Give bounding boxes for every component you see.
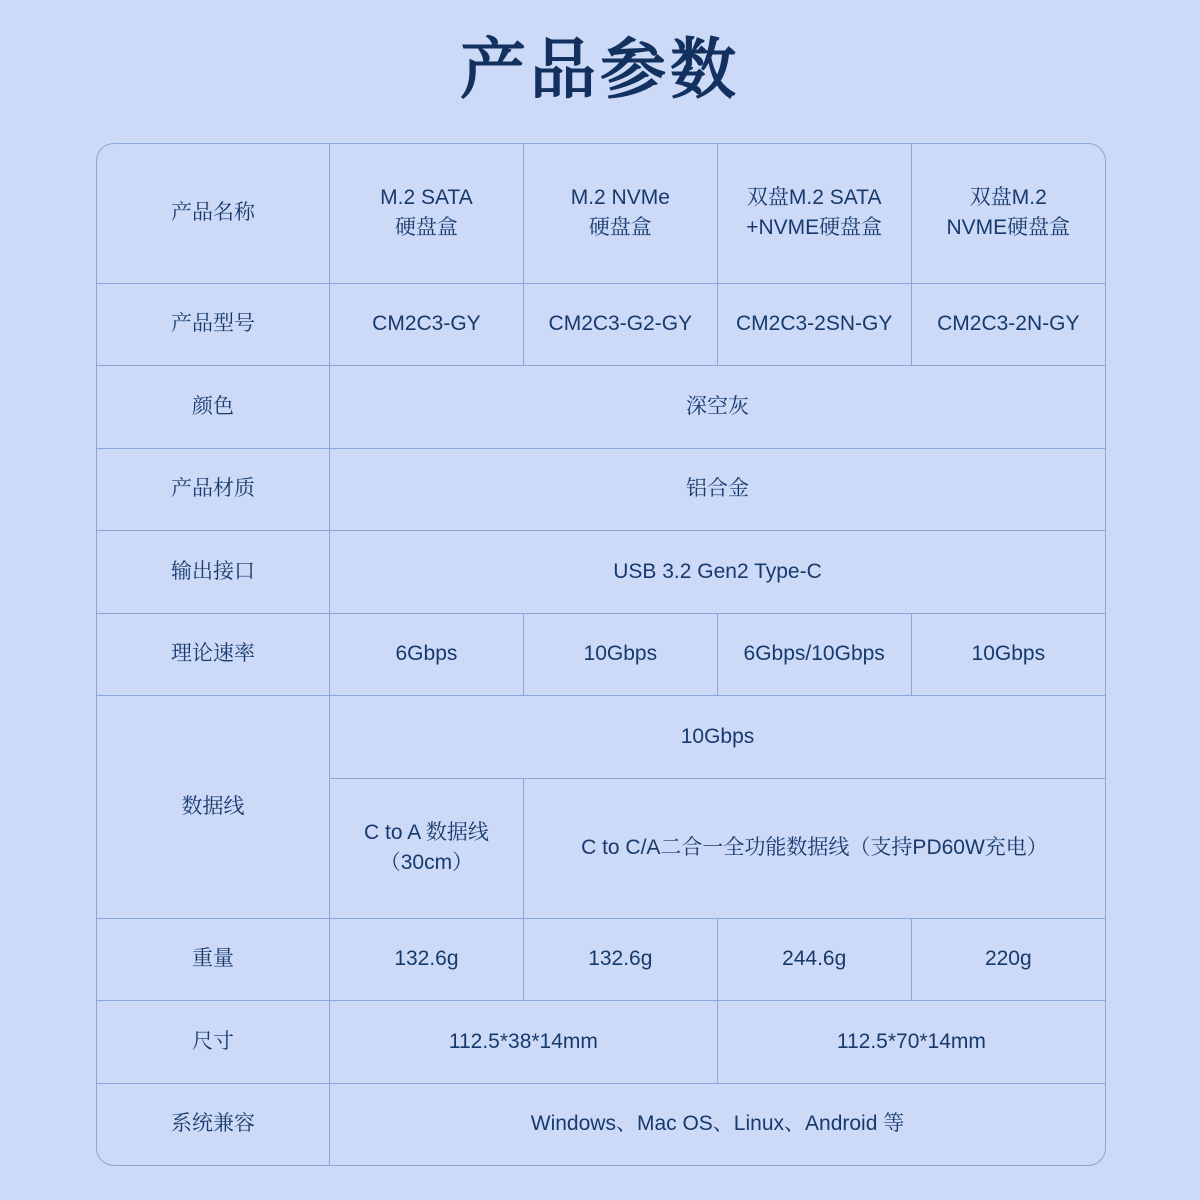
cell-product-name-4: 双盘M.2 NVME硬盘盒 [911, 144, 1105, 283]
row-label-model: 产品型号 [97, 283, 330, 365]
cell-speed-1: 6Gbps [330, 613, 524, 695]
table-row-weight [97, 918, 1105, 1000]
row-label-system-compatibility: 系统兼容 [97, 1083, 330, 1165]
cell-product-name-1: M.2 SATA 硬盘盒 [330, 144, 524, 283]
row-label-dimensions: 尺寸 [97, 1001, 330, 1083]
cell-weight-3: 244.6g [717, 918, 911, 1000]
table-row-dimensions [97, 1001, 1105, 1083]
cell-weight-2: 132.6g [523, 918, 717, 1000]
table-row-model [97, 283, 1105, 365]
cell-cable-type-a: C to A 数据线 （30cm） [330, 778, 524, 918]
cell-speed-3: 6Gbps/10Gbps [717, 613, 911, 695]
table-row-material [97, 448, 1105, 530]
cell-speed-2: 10Gbps [523, 613, 717, 695]
cell-model-2: CM2C3-G2-GY [523, 283, 717, 365]
table-row-theoretical-speed [97, 613, 1105, 695]
table-row-product-name [97, 144, 1105, 283]
cell-dimensions-2: 112.5*70*14mm [717, 1001, 1105, 1083]
spec-table [97, 144, 1105, 1165]
cell-model-1: CM2C3-GY [330, 283, 524, 365]
cell-material-value: 铝合金 [330, 448, 1106, 530]
row-label-output-port: 输出接口 [97, 531, 330, 613]
table-row-color [97, 366, 1105, 448]
cell-product-name-3: 双盘M.2 SATA +NVME硬盘盒 [717, 144, 911, 283]
cell-cable-type-b: C to C/A二合一全功能数据线（支持PD60W充电） [523, 778, 1105, 918]
row-label-material: 产品材质 [97, 448, 330, 530]
cell-model-3: CM2C3-2SN-GY [717, 283, 911, 365]
cell-speed-4: 10Gbps [911, 613, 1105, 695]
cell-color-value: 深空灰 [330, 366, 1106, 448]
cell-dimensions-1: 112.5*38*14mm [330, 1001, 718, 1083]
cell-cable-speed: 10Gbps [330, 696, 1106, 778]
cell-system-compatibility-value: Windows、Mac OS、Linux、Android 等 [330, 1083, 1106, 1165]
row-label-cable: 数据线 [97, 696, 330, 919]
table-row-output-port [97, 531, 1105, 613]
cell-product-name-2: M.2 NVMe 硬盘盒 [523, 144, 717, 283]
table-row-cable-speed [97, 696, 1105, 778]
table-row-system-compatibility [97, 1083, 1105, 1165]
cell-weight-4: 220g [911, 918, 1105, 1000]
row-label-product-name: 产品名称 [97, 144, 330, 283]
spec-table-container [96, 143, 1106, 1166]
cell-model-4: CM2C3-2N-GY [911, 283, 1105, 365]
row-label-weight: 重量 [97, 918, 330, 1000]
cell-weight-1: 132.6g [330, 918, 524, 1000]
row-label-theoretical-speed: 理论速率 [97, 613, 330, 695]
cell-output-port-value: USB 3.2 Gen2 Type-C [330, 531, 1106, 613]
page-title: 产品参数 [460, 32, 740, 106]
row-label-color: 颜色 [97, 366, 330, 448]
